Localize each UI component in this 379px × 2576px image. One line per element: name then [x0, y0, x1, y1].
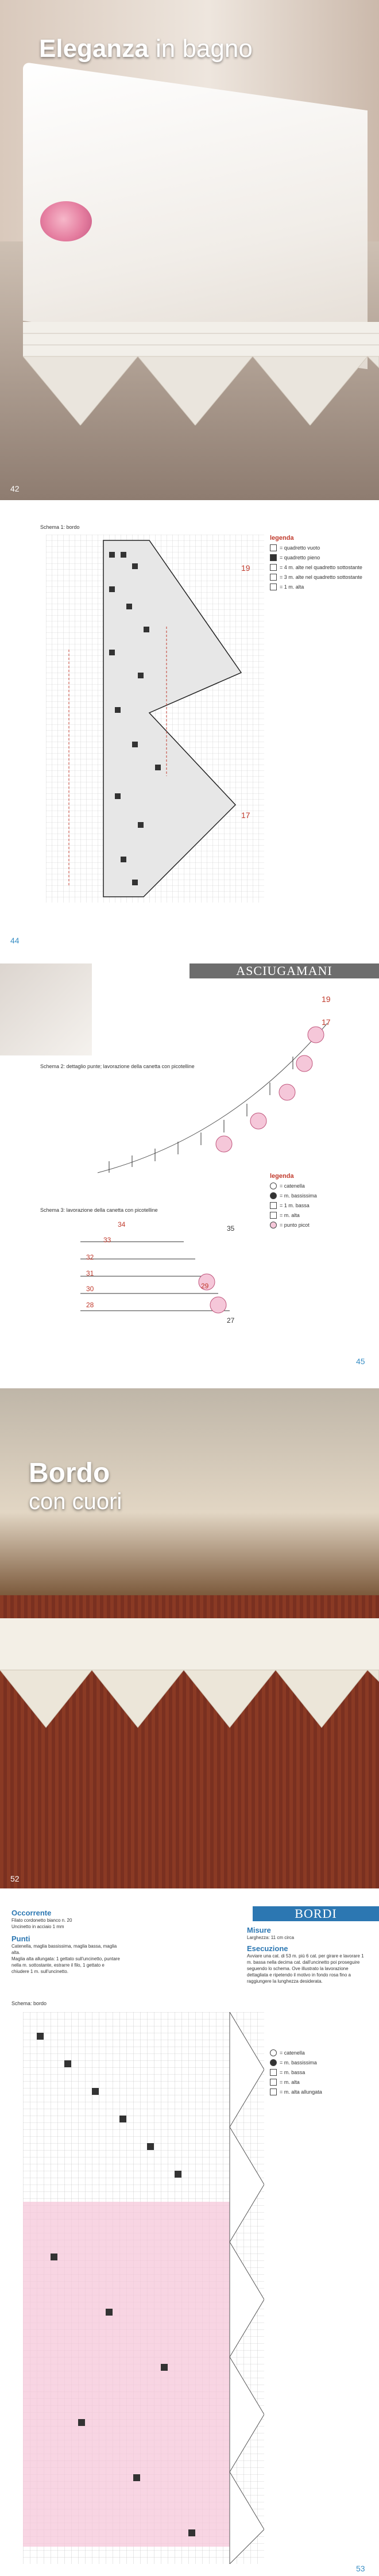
misure-text: Larghezza: 11 cm circa	[247, 1935, 295, 1940]
row-number: 29	[201, 1282, 209, 1290]
legend-item: = punto picot	[270, 1222, 373, 1229]
legend-item: = m. alta allungata	[270, 2089, 373, 2095]
page-number: 52	[10, 1874, 20, 1883]
esecuzione-text: Avviare una cat. di 53 m. più 6 cat. per girare e lavorare 1 m. bassa nella decima cat. dall'uncinetto poi proseguire seguendo lo schema. Ove illustrato la lavorazione dettagliata e ripetendo il motivo in fondo rosa fino a raggiungere la lunghezza desiderata.	[247, 1953, 364, 1984]
row-number: 34	[118, 1220, 126, 1229]
marker-17: 17	[322, 1018, 331, 1027]
page-schema-1	[0, 512, 379, 949]
punti-text: Maglia alta allungata: 1 gettato sull'uncinetto, puntare nella m. sottostante, estrarre il filo, 1 gettato e chiudere 1 m. sull'uncinetto.	[11, 1956, 120, 1974]
legend	[270, 2047, 373, 2098]
row-number: 27	[227, 1316, 235, 1325]
section-band: BORDI	[253, 1906, 379, 1921]
legend-item: = catenella	[270, 1183, 373, 1189]
legend-item: = m. bassissima	[270, 2059, 373, 2066]
section-band: ASCIUGAMANI	[190, 963, 379, 978]
legend-item: = 1 m. bassa	[270, 1202, 373, 1209]
page-number: 45	[356, 1357, 365, 1366]
chart-grid-schema-1	[46, 535, 264, 903]
legend-item: = quadretto vuoto	[270, 544, 373, 551]
row-number: 28	[86, 1301, 94, 1309]
schema-2-label: Schema 2: dettaglio punte; lavorazione della canetta con picotelline	[40, 1064, 195, 1069]
misure-section	[247, 1926, 368, 1984]
legend	[270, 535, 373, 593]
row-number: 30	[86, 1285, 94, 1293]
schema-3-label: Schema 3: lavorazione della canetta con picotelline	[40, 1207, 158, 1213]
page-title: Eleganza in bagno	[39, 34, 253, 63]
crochet-diagram-3	[69, 1219, 241, 1322]
legend-item: = m. alta	[270, 2079, 373, 2086]
schema-label: Schema: bordo	[11, 2001, 47, 2006]
page-schema-2	[0, 954, 379, 1374]
legend-title: legenda	[270, 1173, 294, 1180]
page-number: 42	[10, 484, 20, 493]
row-number: 32	[86, 1253, 94, 1261]
esecuzione-heading: Esecuzione	[247, 1944, 288, 1953]
row-number: 35	[227, 1224, 235, 1233]
lace-edging-image	[23, 322, 379, 425]
punti-text: Catenella, maglia bassissima, maglia bassa, maglia alta.	[11, 1944, 117, 1955]
occorrente-item: Uncinetto in acciaio 1 mm	[11, 1924, 64, 1929]
page-title: Bordo	[29, 1458, 110, 1488]
page-photo-towel	[0, 0, 379, 500]
row-number: 33	[103, 1236, 111, 1244]
legend	[270, 1173, 373, 1231]
crochet-diagram-2	[86, 989, 362, 1184]
row-number: 31	[86, 1269, 94, 1277]
legend-item: = 4 m. alte nel quadretto sottostante	[270, 564, 373, 571]
towel-photo-thumb	[0, 963, 92, 1055]
legend-item: = 1 m. alta	[270, 583, 373, 590]
rose-image	[40, 201, 92, 241]
legend-item: = 3 m. alte nel quadretto sottostante	[270, 574, 373, 581]
legend-item: = m. bassa	[270, 2069, 373, 2076]
chart-grid-schema-bordo	[23, 2012, 264, 2564]
page-instructions	[0, 1897, 379, 2576]
legend-item: = m. bassissima	[270, 1192, 373, 1199]
lace-edging-image	[0, 1618, 379, 1733]
marker-17: 17	[241, 811, 250, 820]
legend-item: = catenella	[270, 2049, 373, 2056]
occorrente-item: Filato cordonetto bianco n. 20	[11, 1918, 72, 1923]
legend-title: legenda	[270, 535, 294, 542]
page-number: 53	[356, 2564, 365, 2573]
legend-item: = quadretto pieno	[270, 554, 373, 561]
marker-19: 19	[322, 995, 331, 1004]
page-subtitle: con cuori	[29, 1489, 122, 1514]
marker-19: 19	[241, 563, 250, 573]
misure-heading: Misure	[247, 1926, 271, 1934]
page-photo-edging	[0, 1388, 379, 1888]
punti-heading: Punti	[11, 1934, 30, 1943]
schema-label: Schema 1: bordo	[40, 524, 80, 530]
legend-item: = m. alta	[270, 1212, 373, 1219]
occorrente-heading: Occorrente	[11, 1909, 52, 1917]
occorrente-section	[11, 1909, 121, 1975]
page-number: 44	[10, 936, 20, 945]
